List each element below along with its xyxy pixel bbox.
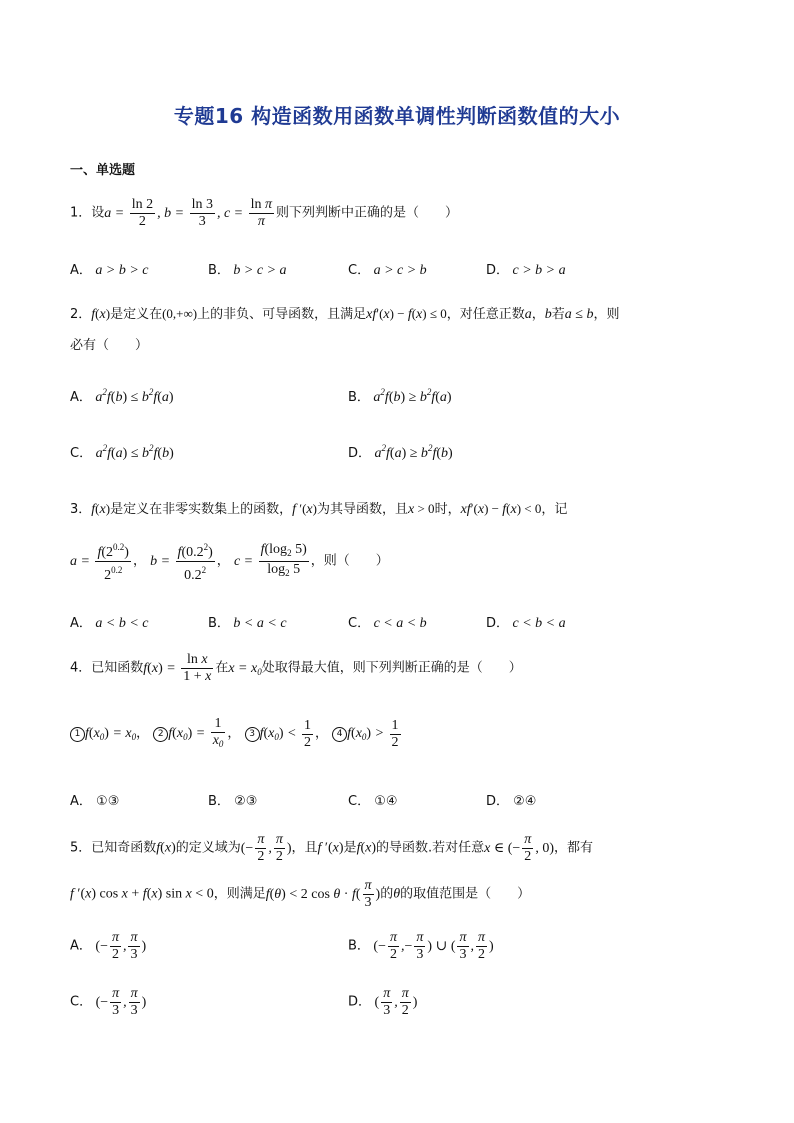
q3-option-a[interactable]: A． a < b < c <box>70 616 149 631</box>
q1-definitions: a = $\frac{\ln 2}{2}$ , b = $\frac{\ln 3}{3}$ , c = $\frac{\text{ln π}}{\pi}$ <box>104 197 273 229</box>
q1-option-c[interactable]: C． a > c > b <box>348 263 427 278</box>
q4-option-c[interactable]: C． ①④ <box>348 794 398 809</box>
q3-option-d[interactable]: D． c < b < a <box>486 616 566 631</box>
question-4-statements: 1 $f(x_0) = x_0$， 2 $f(x_0)$ = $\frac{1}{x_0}$ ， 3 $f(x_0)$ < $\frac{1}{2}$ ， 4 $f(x_0)$ > $\frac{1}{2}$ <box>70 716 403 752</box>
question-5-line-2: f ′(x) cos x + f(x) sin x < 0，则满足f(θ) < 2 cos θ · f( $\frac{\pi}{3}$ )的θ的取值范围是（ ） <box>70 878 531 910</box>
section-heading: 一、单选题 <box>70 163 136 178</box>
question-1-number: 1．设 <box>70 205 105 221</box>
q4-option-a[interactable]: A． ①③ <box>70 794 120 809</box>
q2-option-b[interactable]: B． $a^2f(b) \ge b^2f(a)$ <box>348 387 452 405</box>
q2-option-a[interactable]: A． $a^2f(b) \le b^2f(a)$ <box>70 387 174 405</box>
question-5: 5．已知奇函数f(x)的定义域为(− $\frac{\pi}{2}$ , $\frac{\pi}{2}$ )，且f ′(x)是f(x)的导函数.若对任意x ∈ (− $\frac{\pi}{2}$ , 0)，都有 <box>70 832 593 864</box>
q5-option-c[interactable]: C． (− $\frac{\pi}{3}$ , $\frac{\pi}{3}$ ) <box>70 986 147 1018</box>
question-4: 4．已知函数f(x) = $\frac{\text{ln x}}{1 + x}$ 在$x = x_0$处取得最大值，则下列判断正确的是（ ） <box>70 652 522 684</box>
q1-option-d[interactable]: D． c > b > a <box>486 263 566 278</box>
q3-option-b[interactable]: B． b < a < c <box>208 616 287 631</box>
q3-option-c[interactable]: C． c < a < b <box>348 616 427 631</box>
question-2-line-2: 必有（ ） <box>70 338 149 353</box>
question-3-definitions: a = $\frac{f(2^{0.2})}{2^{0.2}}$ ， b = $\frac{f(0.2^2)}{0.2^2}$ ， c = $\frac{f(\log_2 5)}{\log_2 5}$ ，则（ ） <box>70 539 389 584</box>
q5-option-a[interactable]: A． (− $\frac{\pi}{2}$ , $\frac{\pi}{3}$ ) <box>70 930 147 962</box>
question-1 <box>70 197 458 230</box>
q5-option-b[interactable]: B． (− $\frac{\pi}{2}$ ,− $\frac{\pi}{3}$ ) ∪ ( $\frac{\pi}{3}$ , $\frac{\pi}{2}$ ) <box>348 930 494 962</box>
q1-option-b[interactable]: B． b > c > a <box>208 263 287 278</box>
q4-option-d[interactable]: D． ②④ <box>486 794 537 809</box>
q2-option-c[interactable]: C． $a^2f(a) \le b^2f(b)$ <box>70 443 174 461</box>
question-2: 2．f(x)是定义在(0,+∞)上的非负、可导函数，且满足xf′(x) − f(x) ≤ 0，对任意正数a，b若a ≤ b，则 <box>70 306 620 322</box>
page-title: 专题16 构造函数用函数单调性判断函数值的大小 <box>173 104 621 128</box>
q5-option-d[interactable]: D． ( $\frac{\pi}{3}$ , $\frac{\pi}{2}$ ) <box>348 986 418 1018</box>
q2-option-d[interactable]: D． $a^2f(a) \ge b^2f(b)$ <box>348 443 453 461</box>
question-3: 3．f(x)是定义在非零实数集上的函数，f ′(x)为其导函数，且x > 0时，xf′(x) − f(x) < 0，记 <box>70 501 568 517</box>
q4-option-b[interactable]: B． ②③ <box>208 794 258 809</box>
question-1-stem: 则下列判断中正确的是（ ） <box>276 205 459 221</box>
q1-option-a[interactable]: A． a > b > c <box>70 263 149 278</box>
